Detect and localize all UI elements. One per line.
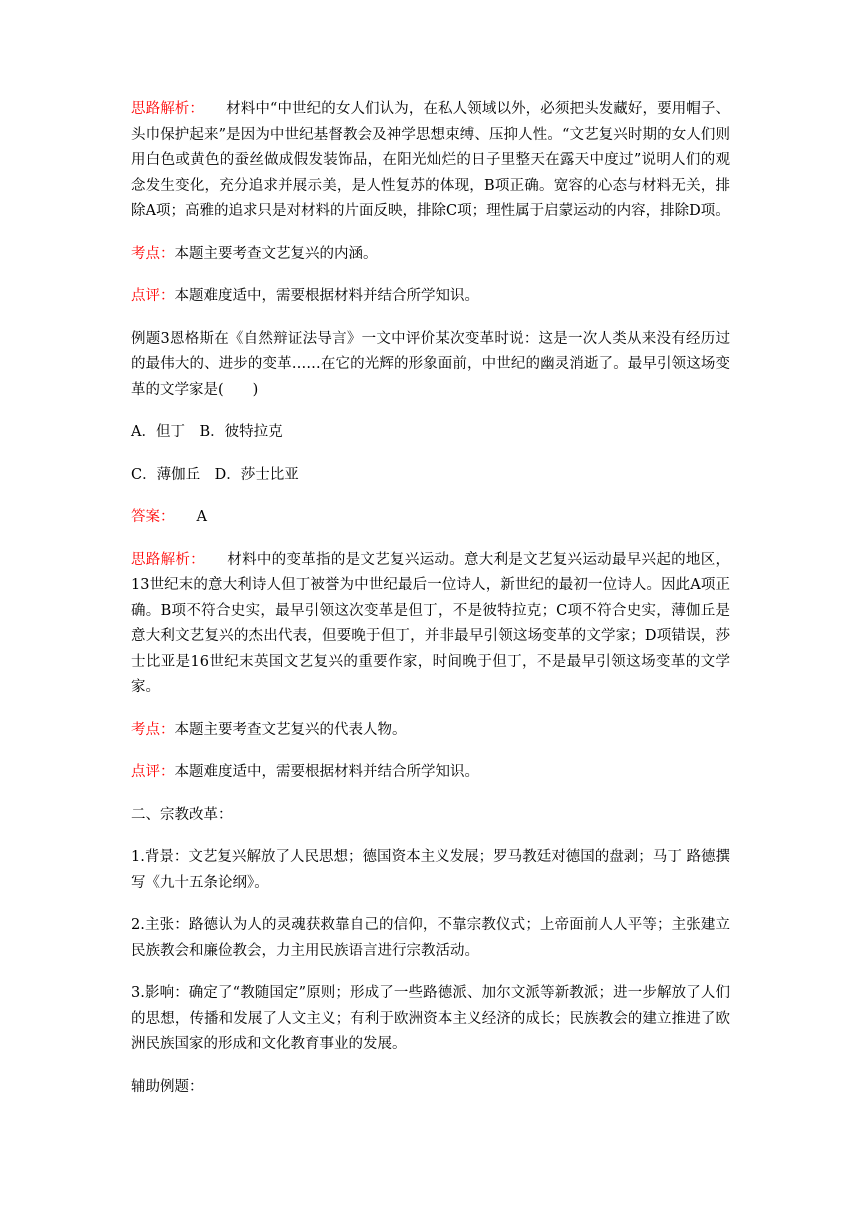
comment-label: 点评： (131, 764, 175, 780)
exam-point-label: 考点： (131, 721, 175, 738)
analysis-label: 思路解析： (131, 101, 205, 117)
options-line-1: A．但丁 B．彼特拉克 (131, 424, 283, 440)
section-heading-reformation: 二、宗教改革： (131, 806, 233, 823)
exam-point-1 (131, 242, 730, 268)
exam-point-text: 本题主要考查文艺复兴的代表人物。 (174, 721, 407, 738)
comment-text: 本题难度适中，需要根据材料并结合所学知识。 (174, 764, 479, 780)
analysis-text: 材料中的变革指的是文艺复兴运动。意大利是文艺复兴运动最早兴起的地区，13世纪末的意大利诗人但丁被誉为中世纪最后一位诗人，新世纪的最初一位诗人。因此A项正确。B项不符合史实，最早引领这次变革是但丁，不是彼特拉克；C项不符合史实，薄伽丘是意大利文艺复兴的杰出代表，但要晚于但丁，并非最早引领这场变革的文学家；D项错误，莎士比亚是16世纪末英国文艺复兴的重要作家，时间晚于但丁，不是最早引领这场变革的文学家。 (131, 551, 731, 695)
comment-2 (131, 760, 730, 786)
example-question-3: 例题3恩格斯在《自然辩证法导言》一文中评价某次变革时说：这是一次人类从来没有经历过的最伟大的、进步的变革……在它的光辉的形象面前，中世纪的幽灵消逝了。最早引领这场变革的文学家是( ) (131, 330, 730, 398)
analysis-paragraph-2 (131, 548, 730, 701)
answer (131, 505, 730, 531)
point-impact: 3.影响：确定了“教随国定”原则；形成了一些路德派、加尔文派等新教派；进一步解放了人们的思想，传播和发展了人文主义；有利于欧洲资本主义经济的成长；民族教会的建立推进了欧洲民族国家的形成和文化教育事业的发展。 (131, 985, 730, 1052)
exam-point-text: 本题主要考查文艺复兴的内涵。 (174, 245, 378, 262)
exam-point-label: 考点： (131, 245, 175, 262)
exam-point-2 (131, 718, 730, 744)
point-claims: 2.主张：路德认为人的灵魂获救靠自己的信仰，不靠宗教仪式；上帝面前人人平等；主张建立民族教会和廉俭教会，力主用民族语言进行宗教活动。 (131, 917, 730, 959)
comment-label: 点评： (131, 288, 175, 304)
options-line-2: C．薄伽丘 D．莎士比亚 (131, 466, 299, 483)
analysis-text: 材料中“中世纪的女人们认为，在私人领域以外，必须把头发藏好，要用帽子、头巾保护起来”是因为中世纪基督教会及神学思想束缚、压抑人性。“文艺复兴时期的女人们则用白色或黄色的蚕丝做成假发装饰品，在阳光灿烂的日子里整天在露天中度过”说明人们的观念发生变化，充分追求并展示美，是人性复苏的体现，B项正确。宽容的心态与材料无关，排除A项；高雅的追求只是对材料的片面反映，排除C项；理性属于启蒙运动的内容，排除D项。 (131, 101, 730, 219)
auxiliary-examples-heading: 辅助例题： (131, 1078, 204, 1095)
answer-label: 答案： (131, 509, 175, 525)
comment-1 (131, 284, 730, 310)
analysis-paragraph-1 (131, 97, 730, 225)
document-body (131, 97, 730, 1117)
comment-text: 本题难度适中，需要根据材料并结合所学知识。 (174, 288, 479, 304)
point-background: 1.背景：文艺复兴解放了人民思想；德国资本主义发展；罗马教廷对德国的盘剥；马丁 路德撰写《九十五条论纲》。 (131, 849, 730, 891)
analysis-label: 思路解析： (131, 551, 205, 568)
answer-text: A (196, 509, 207, 525)
